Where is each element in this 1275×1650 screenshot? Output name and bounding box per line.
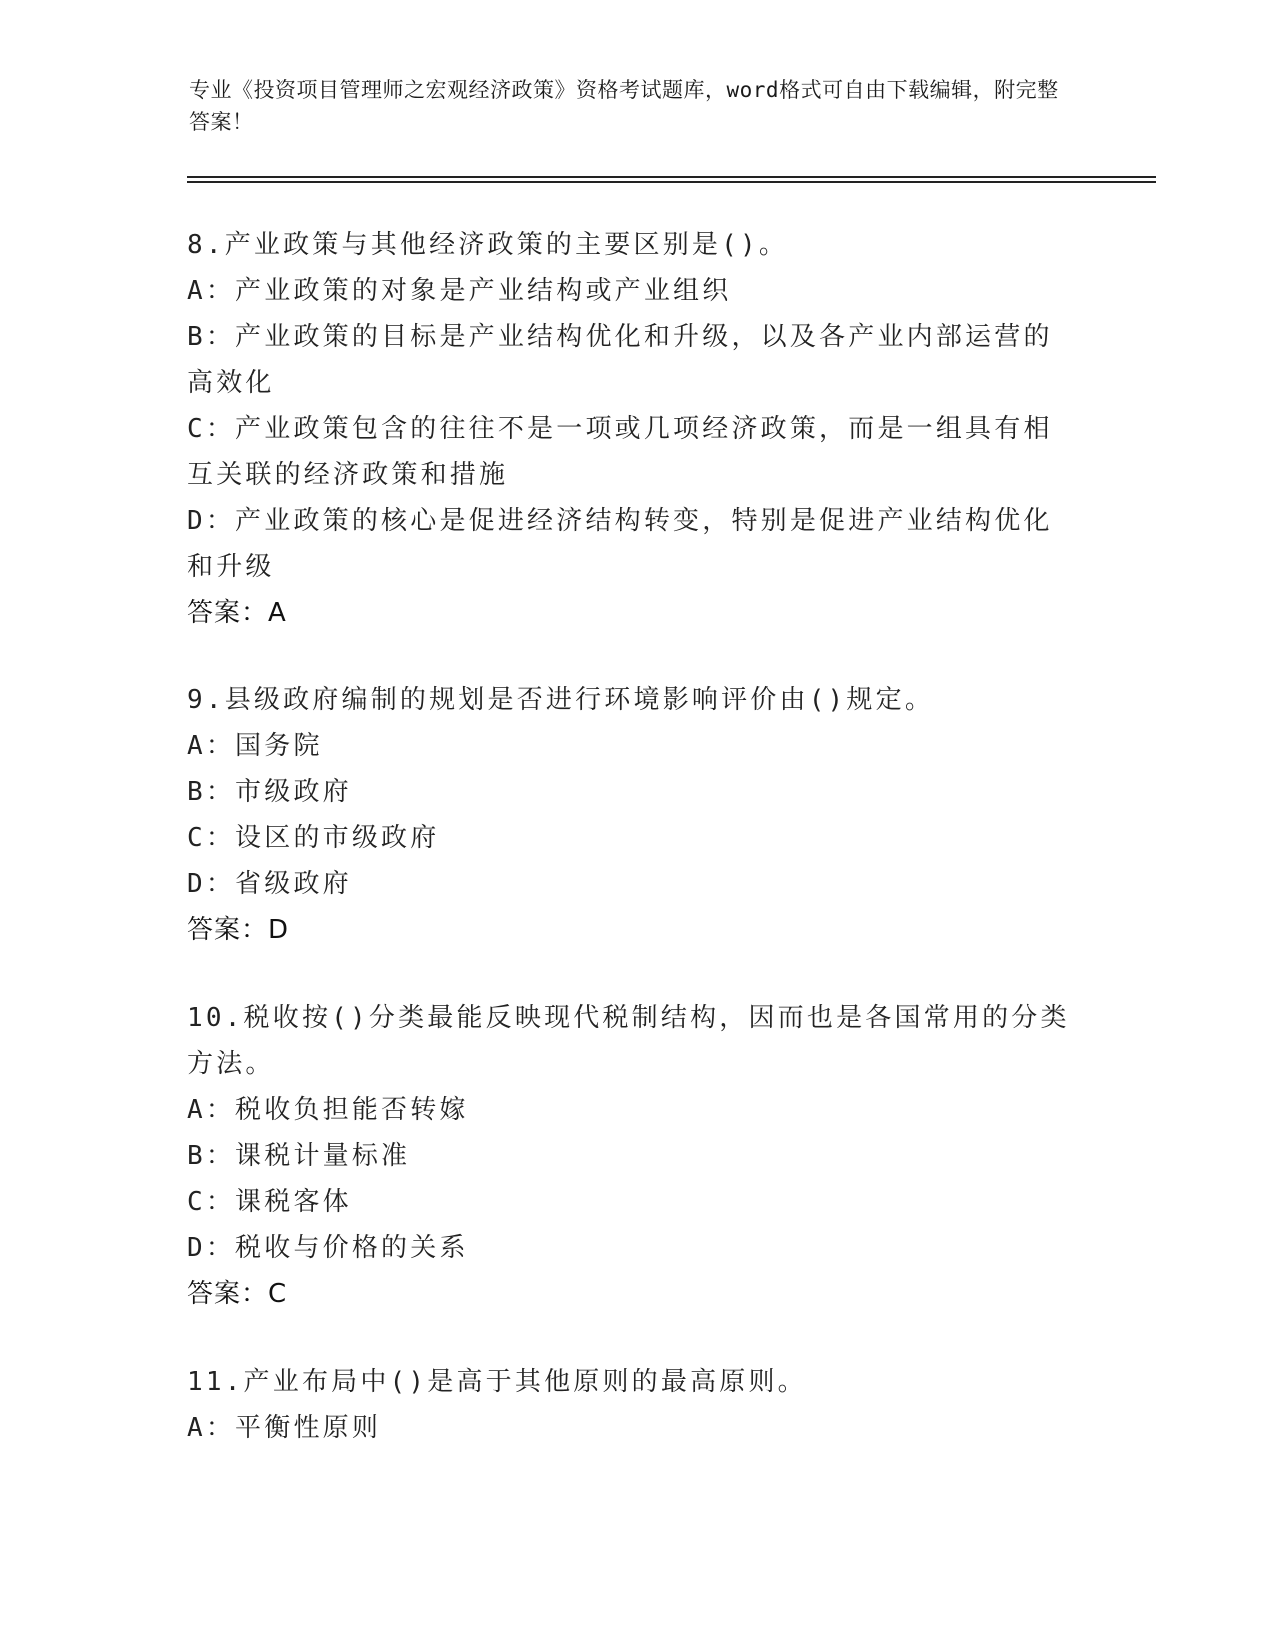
question-stem: 9.县级政府编制的规划是否进行环境影响评价由()规定。	[187, 685, 935, 715]
option-c: C：产业政策包含的往往不是一项或几项经济政策，而是一组具有相互关联的经济政策和措施	[187, 414, 1053, 490]
option-c: C：设区的市级政府	[187, 823, 440, 853]
option-b: B：市级政府	[187, 777, 352, 807]
question-10	[187, 995, 1077, 1317]
option-d: D：税收与价格的关系	[187, 1233, 469, 1263]
option-a: A：税收负担能否转嫁	[187, 1095, 469, 1125]
question-stem: 11.产业布局中()是高于其他原则的最高原则。	[187, 1367, 807, 1397]
question-8	[187, 222, 1077, 636]
option-c: C：课税客体	[187, 1187, 352, 1217]
option-a: A：产业政策的对象是产业结构或产业组织	[187, 276, 732, 306]
option-d: D：产业政策的核心是促进经济结构转变，特别是促进产业结构优化和升级	[187, 506, 1053, 582]
answer: 答案：D	[187, 915, 290, 945]
question-9	[187, 677, 1077, 953]
option-b: B：产业政策的目标是产业结构优化和升级，以及各产业内部运营的高效化	[187, 322, 1053, 398]
option-a: A：国务院	[187, 731, 323, 761]
option-a: A：平衡性原则	[187, 1413, 382, 1443]
option-b: B：课税计量标准	[187, 1141, 411, 1171]
header-divider-bottom	[187, 181, 1156, 183]
header-divider-top	[187, 176, 1156, 178]
question-11	[187, 1359, 1077, 1451]
option-d: D：省级政府	[187, 869, 352, 899]
answer: 答案：C	[187, 1279, 288, 1309]
question-stem: 10.税收按()分类最能反映现代税制结构，因而也是各国常用的分类方法。	[187, 1003, 1070, 1079]
answer: 答案：A	[187, 598, 287, 628]
document-header: 专业《投资项目管理师之宏观经济政策》资格考试题库，word格式可自由下载编辑，附完整答案！	[189, 78, 1059, 134]
question-stem: 8.产业政策与其他经济政策的主要区别是()。	[187, 230, 789, 260]
